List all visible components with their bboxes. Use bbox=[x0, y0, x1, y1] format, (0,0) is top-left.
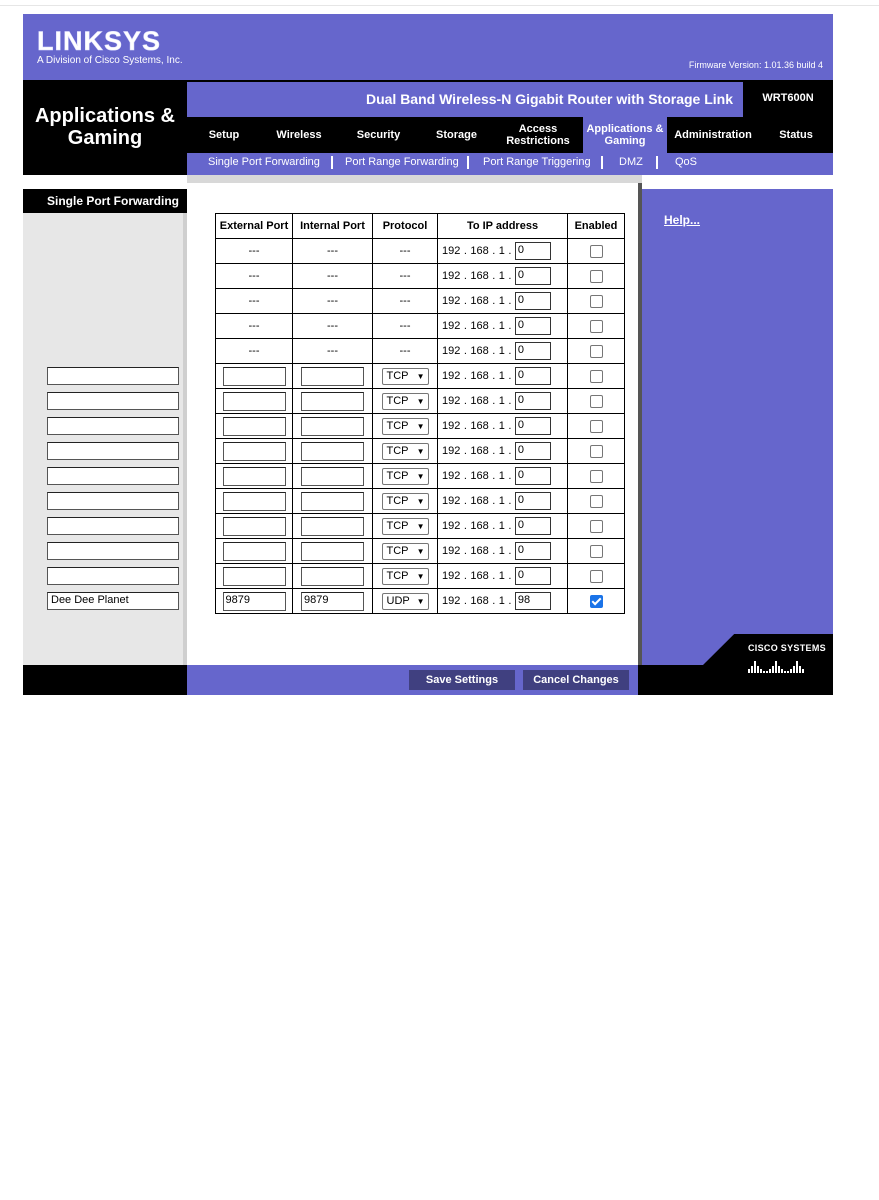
ip-octet-2: 168 bbox=[470, 594, 489, 607]
enabled-cell bbox=[568, 364, 625, 389]
enabled-cell bbox=[568, 539, 625, 564]
enabled-checkbox[interactable] bbox=[590, 245, 603, 258]
ip-address-cell: 192 . 168 . 1 . 0 bbox=[438, 264, 568, 289]
internal-port-input[interactable] bbox=[301, 442, 364, 461]
nav-access-restrictions[interactable]: Access Restrictions bbox=[506, 123, 570, 147]
internal-port-value: --- bbox=[327, 245, 338, 257]
enabled-cell bbox=[568, 389, 625, 414]
internal-port-cell bbox=[293, 289, 373, 314]
subnav-port-range-triggering[interactable]: Port Range Triggering bbox=[483, 156, 591, 168]
sub-nav bbox=[187, 153, 833, 175]
subnav-separator bbox=[656, 156, 658, 169]
external-port-input[interactable] bbox=[223, 392, 286, 411]
ip-octet-1: 192 bbox=[442, 319, 461, 332]
brand-division: A Division of Cisco Systems, Inc. bbox=[37, 55, 183, 66]
chevron-down-icon: ▼ bbox=[416, 546, 425, 556]
external-port-cell bbox=[216, 339, 293, 364]
nav-applications-gaming[interactable]: Applications & Gaming bbox=[583, 117, 667, 153]
ip-last-octet-input[interactable]: 0 bbox=[515, 292, 551, 310]
ip-last-octet-input[interactable]: 0 bbox=[515, 392, 551, 410]
subnav-separator bbox=[601, 156, 603, 169]
protocol-cell bbox=[373, 489, 438, 514]
table-row bbox=[216, 589, 625, 614]
protocol-cell bbox=[373, 439, 438, 464]
ip-last-octet-input[interactable]: 0 bbox=[515, 242, 551, 260]
ip-octet-1: 192 bbox=[442, 269, 461, 282]
table-row bbox=[216, 264, 625, 289]
nav-status[interactable]: Status bbox=[779, 129, 813, 141]
external-port-cell bbox=[216, 564, 293, 589]
protocol-cell bbox=[373, 364, 438, 389]
table-header-row bbox=[216, 214, 625, 239]
ip-octet-2: 168 bbox=[470, 544, 489, 557]
protocol-cell bbox=[373, 564, 438, 589]
external-port-value: --- bbox=[248, 345, 260, 357]
application-name-input[interactable] bbox=[47, 392, 179, 410]
internal-port-cell bbox=[293, 564, 373, 589]
help-panel-edge bbox=[638, 183, 642, 665]
ip-address-cell: 192 . 168 . 1 . 0 bbox=[438, 539, 568, 564]
enabled-checkbox[interactable] bbox=[590, 295, 603, 308]
application-name-input[interactable] bbox=[47, 367, 179, 385]
content-top-strip bbox=[187, 175, 642, 183]
external-port-cell bbox=[216, 314, 293, 339]
enabled-cell bbox=[568, 489, 625, 514]
enabled-cell bbox=[568, 514, 625, 539]
chevron-down-icon: ▼ bbox=[416, 421, 425, 431]
ip-address-cell: 192 . 168 . 1 . 0 bbox=[438, 289, 568, 314]
ip-address-cell: 192 . 168 . 1 . 0 bbox=[438, 564, 568, 589]
internal-port-cell bbox=[293, 489, 373, 514]
internal-port-cell bbox=[293, 364, 373, 389]
port-forwarding-table bbox=[215, 213, 625, 614]
internal-port-cell bbox=[293, 264, 373, 289]
ip-octet-1: 192 bbox=[442, 444, 461, 457]
ip-last-octet-input[interactable]: 0 bbox=[515, 417, 551, 435]
linksys-logo bbox=[37, 27, 183, 66]
external-port-input[interactable] bbox=[223, 467, 286, 486]
external-port-cell bbox=[216, 514, 293, 539]
protocol-select[interactable]: TCP ▼ bbox=[382, 543, 429, 560]
ip-last-octet-input[interactable]: 0 bbox=[515, 542, 551, 560]
enabled-cell bbox=[568, 564, 625, 589]
ip-last-octet-input[interactable]: 0 bbox=[515, 467, 551, 485]
external-port-cell bbox=[216, 464, 293, 489]
external-port-input[interactable] bbox=[223, 442, 286, 461]
subnav-separator bbox=[467, 156, 469, 169]
protocol-select[interactable]: TCP ▼ bbox=[382, 493, 429, 510]
nav-security[interactable]: Security bbox=[356, 129, 401, 141]
internal-port-input[interactable] bbox=[301, 517, 364, 536]
enabled-checkbox[interactable] bbox=[590, 370, 603, 383]
internal-port-cell bbox=[293, 464, 373, 489]
protocol-select[interactable]: TCP ▼ bbox=[382, 443, 429, 460]
header bbox=[23, 14, 833, 80]
protocol-cell bbox=[373, 514, 438, 539]
ip-last-octet-input[interactable]: 0 bbox=[515, 342, 551, 360]
footer-left bbox=[23, 665, 187, 695]
protocol-value: --- bbox=[399, 245, 411, 257]
protocol-cell bbox=[373, 289, 438, 314]
col-to-ip-address: To IP address bbox=[438, 214, 568, 239]
subnav-separator bbox=[331, 156, 333, 169]
internal-port-input[interactable] bbox=[301, 492, 364, 511]
enabled-checkbox[interactable] bbox=[590, 320, 603, 333]
protocol-select[interactable]: TCP ▼ bbox=[382, 468, 429, 485]
internal-port-input[interactable]: 9879 bbox=[301, 592, 364, 611]
ip-octet-3: 1 bbox=[498, 394, 505, 407]
external-port-input[interactable] bbox=[223, 542, 286, 561]
enabled-cell bbox=[568, 464, 625, 489]
cisco-systems-logo bbox=[748, 643, 826, 673]
ip-octet-2: 168 bbox=[470, 369, 489, 382]
enabled-checkbox[interactable] bbox=[590, 545, 603, 558]
table-row bbox=[216, 314, 625, 339]
ip-address-cell: 192 . 168 . 1 . 0 bbox=[438, 314, 568, 339]
ip-octet-2: 168 bbox=[470, 494, 489, 507]
enabled-checkbox[interactable] bbox=[590, 595, 603, 608]
application-name-input[interactable] bbox=[47, 467, 179, 485]
enabled-checkbox[interactable] bbox=[590, 395, 603, 408]
protocol-cell bbox=[373, 264, 438, 289]
ip-octet-3: 1 bbox=[498, 419, 505, 432]
protocol-cell bbox=[373, 314, 438, 339]
main-nav bbox=[187, 117, 833, 153]
ip-octet-2: 168 bbox=[470, 244, 489, 257]
application-name-input[interactable] bbox=[47, 417, 179, 435]
protocol-value: --- bbox=[399, 320, 411, 332]
chevron-down-icon: ▼ bbox=[416, 521, 425, 531]
chevron-down-icon: ▼ bbox=[416, 396, 425, 406]
ip-address-cell: 192 . 168 . 1 . 0 bbox=[438, 339, 568, 364]
external-port-input[interactable] bbox=[223, 417, 286, 436]
internal-port-input[interactable] bbox=[301, 367, 364, 386]
external-port-value: --- bbox=[248, 295, 260, 307]
nav-storage[interactable]: Storage bbox=[436, 129, 477, 141]
protocol-select[interactable]: TCP ▼ bbox=[382, 393, 429, 410]
subnav-qos[interactable]: QoS bbox=[675, 156, 698, 168]
product-bar bbox=[187, 82, 743, 117]
ip-octet-1: 192 bbox=[442, 494, 461, 507]
enabled-cell bbox=[568, 589, 625, 614]
ip-octet-3: 1 bbox=[498, 519, 505, 532]
application-name-input[interactable] bbox=[47, 542, 179, 560]
page-title-line1: Applications & bbox=[34, 105, 175, 127]
nav-administration[interactable]: Administration bbox=[674, 129, 752, 141]
nav-setup[interactable]: Setup bbox=[208, 129, 240, 141]
ip-address-cell: 192 . 168 . 1 . 0 bbox=[438, 364, 568, 389]
external-port-value: --- bbox=[248, 320, 260, 332]
external-port-value: --- bbox=[248, 270, 260, 282]
chevron-down-icon: ▼ bbox=[416, 571, 425, 581]
subnav-port-range-forwarding[interactable]: Port Range Forwarding bbox=[345, 156, 459, 168]
ip-octet-3: 1 bbox=[498, 294, 505, 307]
ip-octet-2: 168 bbox=[470, 294, 489, 307]
ip-last-octet-input[interactable]: 98 bbox=[515, 592, 551, 610]
ip-last-octet-input[interactable]: 0 bbox=[515, 492, 551, 510]
ip-address-cell: 192 . 168 . 1 . 0 bbox=[438, 389, 568, 414]
external-port-cell bbox=[216, 414, 293, 439]
enabled-cell bbox=[568, 414, 625, 439]
ip-last-octet-input[interactable]: 0 bbox=[515, 267, 551, 285]
enabled-cell bbox=[568, 439, 625, 464]
ip-octet-2: 168 bbox=[470, 469, 489, 482]
protocol-value: --- bbox=[399, 270, 411, 282]
ip-last-octet-input[interactable]: 0 bbox=[515, 567, 551, 585]
protocol-cell bbox=[373, 414, 438, 439]
internal-port-cell bbox=[293, 389, 373, 414]
internal-port-cell bbox=[293, 414, 373, 439]
ip-last-octet-input[interactable]: 0 bbox=[515, 442, 551, 460]
protocol-cell bbox=[373, 389, 438, 414]
protocol-select[interactable]: TCP ▼ bbox=[382, 518, 429, 535]
ip-octet-2: 168 bbox=[470, 269, 489, 282]
table-row bbox=[216, 514, 625, 539]
external-port-input[interactable] bbox=[223, 567, 286, 586]
external-port-cell bbox=[216, 289, 293, 314]
enabled-checkbox[interactable] bbox=[590, 470, 603, 483]
chevron-down-icon: ▼ bbox=[416, 446, 425, 456]
col-external-port: External Port bbox=[216, 214, 293, 239]
ip-octet-1: 192 bbox=[442, 469, 461, 482]
external-port-cell bbox=[216, 389, 293, 414]
ip-octet-1: 192 bbox=[442, 244, 461, 257]
enabled-cell bbox=[568, 264, 625, 289]
nav-wireless[interactable]: Wireless bbox=[276, 129, 322, 141]
external-port-value: --- bbox=[248, 245, 260, 257]
internal-port-value: --- bbox=[327, 320, 338, 332]
ip-octet-1: 192 bbox=[442, 519, 461, 532]
table-row bbox=[216, 364, 625, 389]
col-internal-port: Internal Port bbox=[293, 214, 373, 239]
subnav-single-port-forwarding[interactable]: Single Port Forwarding bbox=[208, 156, 320, 168]
protocol-select[interactable]: TCP ▼ bbox=[382, 418, 429, 435]
protocol-cell bbox=[373, 589, 438, 614]
ip-octet-3: 1 bbox=[498, 494, 505, 507]
help-link[interactable]: Help... bbox=[664, 213, 701, 227]
internal-port-cell bbox=[293, 439, 373, 464]
enabled-checkbox[interactable] bbox=[590, 495, 603, 508]
brand-name: LINKSYS bbox=[37, 26, 162, 56]
help-panel bbox=[638, 189, 833, 665]
cisco-bars-icon bbox=[748, 655, 826, 673]
ip-octet-3: 1 bbox=[498, 269, 505, 282]
ip-octet-1: 192 bbox=[442, 344, 461, 357]
enabled-cell bbox=[568, 289, 625, 314]
ip-octet-2: 168 bbox=[470, 519, 489, 532]
internal-port-cell bbox=[293, 514, 373, 539]
ip-octet-3: 1 bbox=[498, 594, 505, 607]
enabled-cell bbox=[568, 339, 625, 364]
model-number: WRT600N bbox=[743, 80, 833, 117]
cancel-changes-button[interactable]: Cancel Changes bbox=[523, 670, 629, 690]
table-row bbox=[216, 414, 625, 439]
protocol-value: --- bbox=[399, 295, 411, 307]
table-row bbox=[216, 564, 625, 589]
table-row bbox=[216, 489, 625, 514]
protocol-cell bbox=[373, 539, 438, 564]
ip-address-cell: 192 . 168 . 1 . 0 bbox=[438, 414, 568, 439]
internal-port-cell bbox=[293, 539, 373, 564]
page-title-line2: Gaming bbox=[67, 127, 143, 149]
protocol-select[interactable]: TCP ▼ bbox=[382, 368, 429, 385]
application-name-input[interactable] bbox=[47, 567, 179, 585]
ip-octet-1: 192 bbox=[442, 569, 461, 582]
ip-octet-2: 168 bbox=[470, 444, 489, 457]
chevron-down-icon: ▼ bbox=[416, 496, 425, 506]
ip-octet-3: 1 bbox=[498, 444, 505, 457]
enabled-cell bbox=[568, 239, 625, 264]
enabled-checkbox[interactable] bbox=[590, 445, 603, 458]
external-port-input[interactable] bbox=[223, 492, 286, 511]
ip-address-cell: 192 . 168 . 1 . 0 bbox=[438, 239, 568, 264]
internal-port-value: --- bbox=[327, 270, 338, 282]
col-enabled: Enabled bbox=[568, 214, 625, 239]
top-divider bbox=[0, 5, 879, 6]
internal-port-input[interactable] bbox=[301, 567, 364, 586]
page-title bbox=[23, 80, 187, 175]
internal-port-input[interactable] bbox=[301, 417, 364, 436]
router-admin-frame bbox=[23, 14, 833, 695]
ip-octet-1: 192 bbox=[442, 394, 461, 407]
internal-port-input[interactable] bbox=[301, 467, 364, 486]
table-row bbox=[216, 439, 625, 464]
sidebar-heading: Single Port Forwarding bbox=[23, 189, 187, 213]
enabled-checkbox[interactable] bbox=[590, 520, 603, 533]
ip-octet-1: 192 bbox=[442, 294, 461, 307]
table-row bbox=[216, 389, 625, 414]
internal-port-input[interactable] bbox=[301, 392, 364, 411]
product-name: Dual Band Wireless-N Gigabit Router with Storage Link bbox=[365, 91, 733, 107]
ip-last-octet-input[interactable]: 0 bbox=[515, 367, 551, 385]
application-name-input[interactable] bbox=[47, 442, 179, 460]
external-port-cell bbox=[216, 239, 293, 264]
protocol-cell bbox=[373, 339, 438, 364]
application-name-input[interactable]: Dee Dee Planet bbox=[47, 592, 179, 610]
enabled-checkbox[interactable] bbox=[590, 420, 603, 433]
ip-octet-3: 1 bbox=[498, 244, 505, 257]
external-port-input[interactable] bbox=[223, 517, 286, 536]
internal-port-input[interactable] bbox=[301, 542, 364, 561]
enabled-checkbox[interactable] bbox=[590, 345, 603, 358]
table-row bbox=[216, 339, 625, 364]
ip-octet-1: 192 bbox=[442, 369, 461, 382]
application-name-input[interactable] bbox=[47, 517, 179, 535]
internal-port-cell bbox=[293, 239, 373, 264]
cisco-systems-text: CISCO SYSTEMS bbox=[748, 643, 826, 653]
internal-port-cell bbox=[293, 589, 373, 614]
external-port-input[interactable] bbox=[223, 367, 286, 386]
ip-octet-2: 168 bbox=[470, 569, 489, 582]
ip-octet-3: 1 bbox=[498, 569, 505, 582]
chevron-down-icon: ▼ bbox=[416, 596, 425, 606]
ip-octet-1: 192 bbox=[442, 594, 461, 607]
col-protocol: Protocol bbox=[373, 214, 438, 239]
ip-octet-1: 192 bbox=[442, 419, 461, 432]
external-port-cell bbox=[216, 364, 293, 389]
internal-port-cell bbox=[293, 314, 373, 339]
subnav-dmz[interactable]: DMZ bbox=[619, 156, 643, 168]
external-port-cell bbox=[216, 439, 293, 464]
ip-octet-3: 1 bbox=[498, 469, 505, 482]
ip-last-octet-input[interactable]: 0 bbox=[515, 317, 551, 335]
ip-address-cell: 192 . 168 . 1 . 0 bbox=[438, 464, 568, 489]
chevron-down-icon: ▼ bbox=[416, 371, 425, 381]
enabled-cell bbox=[568, 314, 625, 339]
protocol-cell bbox=[373, 239, 438, 264]
ip-address-cell: 192 . 168 . 1 . 0 bbox=[438, 439, 568, 464]
ip-address-cell: 192 . 168 . 1 . 0 bbox=[438, 489, 568, 514]
ip-address-cell: 192 . 168 . 1 . 98 bbox=[438, 589, 568, 614]
protocol-select[interactable]: UDP ▼ bbox=[382, 593, 429, 610]
external-port-cell bbox=[216, 264, 293, 289]
ip-octet-2: 168 bbox=[470, 344, 489, 357]
ip-octet-3: 1 bbox=[498, 544, 505, 557]
ip-octet-3: 1 bbox=[498, 344, 505, 357]
ip-octet-2: 168 bbox=[470, 419, 489, 432]
protocol-cell bbox=[373, 464, 438, 489]
ip-octet-2: 168 bbox=[470, 319, 489, 332]
internal-port-value: --- bbox=[327, 345, 338, 357]
protocol-value: --- bbox=[399, 345, 411, 357]
ip-octet-3: 1 bbox=[498, 369, 505, 382]
ip-octet-1: 192 bbox=[442, 544, 461, 557]
table-row bbox=[216, 239, 625, 264]
ip-last-octet-input[interactable]: 0 bbox=[515, 517, 551, 535]
ip-address-cell: 192 . 168 . 1 . 0 bbox=[438, 514, 568, 539]
protocol-select[interactable]: TCP ▼ bbox=[382, 568, 429, 585]
firmware-version: Firmware Version: 1.01.36 build 4 bbox=[688, 60, 823, 70]
external-port-cell bbox=[216, 589, 293, 614]
external-port-input[interactable]: 9879 bbox=[223, 592, 286, 611]
table-row bbox=[216, 289, 625, 314]
enabled-checkbox[interactable] bbox=[590, 270, 603, 283]
ip-octet-2: 168 bbox=[470, 394, 489, 407]
chevron-down-icon: ▼ bbox=[416, 471, 425, 481]
external-port-cell bbox=[216, 539, 293, 564]
save-settings-button[interactable]: Save Settings bbox=[409, 670, 515, 690]
internal-port-value: --- bbox=[327, 295, 338, 307]
enabled-checkbox[interactable] bbox=[590, 570, 603, 583]
table-row bbox=[216, 539, 625, 564]
internal-port-cell bbox=[293, 339, 373, 364]
ip-octet-3: 1 bbox=[498, 319, 505, 332]
external-port-cell bbox=[216, 489, 293, 514]
application-name-input[interactable] bbox=[47, 492, 179, 510]
table-row bbox=[216, 464, 625, 489]
